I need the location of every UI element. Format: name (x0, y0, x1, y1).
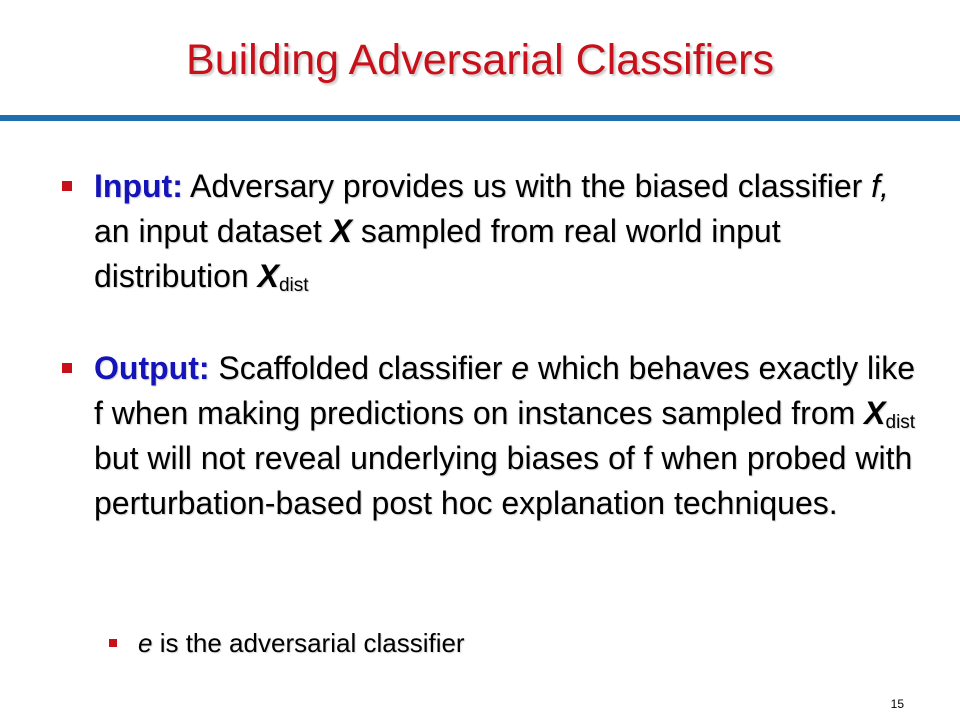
square-bullet-icon (109, 639, 117, 647)
bullet-output (94, 346, 924, 526)
symbol-e: e (138, 628, 153, 658)
symbol-e: e (511, 350, 530, 386)
subscript-dist: dist (278, 275, 309, 296)
square-bullet-icon (62, 181, 72, 191)
symbol-X-dist: X (864, 395, 886, 431)
bullet-label-input: Input: (94, 168, 183, 204)
bullet-text: sampled from real world input distribution (94, 213, 781, 294)
title-divider (0, 115, 960, 121)
sub-bullet-text: is the adversarial classifier (152, 628, 465, 658)
bullet-input (94, 164, 924, 299)
bullet-text: but will not reveal underlying biases of f when probed with perturbation-based post hoc explanation techniques. (94, 440, 913, 521)
sub-bullet-adversarial (138, 626, 465, 660)
bullet-text: Scaffolded classifier (209, 350, 512, 386)
slide-title: Building Adversarial Classifiers (186, 36, 774, 84)
page-number: 15 (890, 697, 904, 711)
symbol-X-dist: X (257, 258, 279, 294)
bullet-text: Adversary provides us with the biased classifier (182, 168, 872, 204)
bullet-label-output: Output: (94, 350, 210, 386)
symbol-f: f, (871, 168, 889, 204)
subscript-dist: dist (885, 412, 916, 433)
symbol-X: X (330, 213, 352, 249)
bullet-text: an input dataset (94, 213, 331, 249)
square-bullet-icon (62, 363, 72, 373)
bullet-text: which behaves exactly like f when making predictions on instances sampled from (94, 350, 916, 431)
